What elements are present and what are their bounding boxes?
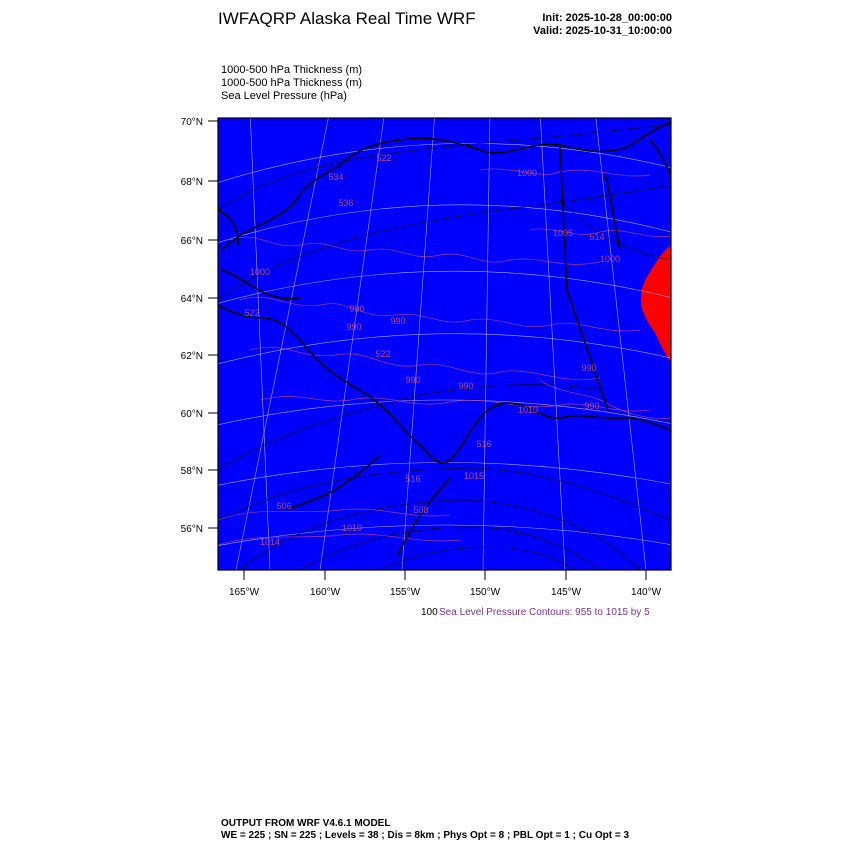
footer-model-line: OUTPUT FROM WRF V4.6.1 MODEL	[221, 818, 391, 829]
contour-label: 516	[476, 439, 492, 449]
lat-label-70n: 70°N	[180, 117, 203, 128]
contour-label: 990	[390, 316, 406, 326]
lon-label-140w: 140°W	[630, 587, 662, 598]
lon-label-165w: 165°W	[228, 587, 260, 598]
contour-label: 990	[346, 322, 362, 332]
field-label-thickness-2: 1000-500 hPa Thickness (m)	[221, 77, 363, 89]
contour-label: 536	[338, 198, 354, 208]
info-prefix: 100	[421, 607, 438, 618]
lat-label-56n: 56°N	[180, 524, 203, 535]
contour-label: 1014	[259, 537, 281, 547]
footer-config-line: WE = 225 ; SN = 225 ; Levels = 38 ; Dis = 8km ; Phys Opt = 8 ; PBL Opt = 1 ; Cu Opt = 3	[221, 830, 630, 841]
contour-label: 1010	[341, 523, 363, 533]
valid-time: Valid: 2025-10-31_10:00:00	[533, 25, 672, 37]
lat-label-58n: 58°N	[180, 466, 203, 477]
lon-ticks	[244, 570, 646, 580]
lon-label-150w: 150°W	[469, 587, 501, 598]
contour-label: 990	[581, 363, 597, 373]
contour-label: 522	[376, 153, 392, 163]
lat-label-66n: 66°N	[180, 236, 203, 247]
lat-label-60n: 60°N	[180, 409, 203, 420]
lon-label-155w: 155°W	[389, 587, 421, 598]
lat-label-68n: 68°N	[180, 177, 203, 188]
contour-label: 514	[589, 232, 605, 242]
contour-label: 990	[584, 401, 600, 411]
contour-label: 522	[244, 308, 260, 318]
lon-label-160w: 160°W	[309, 587, 341, 598]
contour-label: 990	[349, 304, 365, 314]
contour-label: 506	[276, 501, 292, 511]
lat-ticks	[208, 121, 218, 528]
contour-label: 508	[413, 505, 429, 515]
lon-label-145w: 145°W	[550, 587, 582, 598]
plot-title: IWFAQRP Alaska Real Time WRF	[218, 9, 476, 28]
field-label-thickness: 1000-500 hPa Thickness (m)	[221, 64, 363, 76]
contour-label: 1000	[599, 254, 621, 264]
contour-label: 1010	[517, 405, 539, 415]
contour-label: 522	[375, 349, 391, 359]
contour-label: 1005	[552, 228, 574, 238]
lat-label-64n: 64°N	[180, 294, 203, 305]
contour-label: 990	[458, 381, 474, 391]
contour-label: 1015	[463, 471, 485, 481]
lat-label-62n: 62°N	[180, 351, 203, 362]
slp-contour-info: Sea Level Pressure Contours: 955 to 1015 by 5	[439, 607, 650, 618]
contour-label: 990	[405, 375, 421, 385]
contour-label: 534	[328, 172, 344, 182]
contour-label: 1000	[516, 168, 538, 178]
field-label-slp: Sea Level Pressure (hPa)	[221, 90, 347, 102]
contour-label: 1000	[249, 267, 271, 277]
init-time: Init: 2025-10-28_00:00:00	[542, 12, 672, 24]
contour-label: 516	[405, 474, 421, 484]
